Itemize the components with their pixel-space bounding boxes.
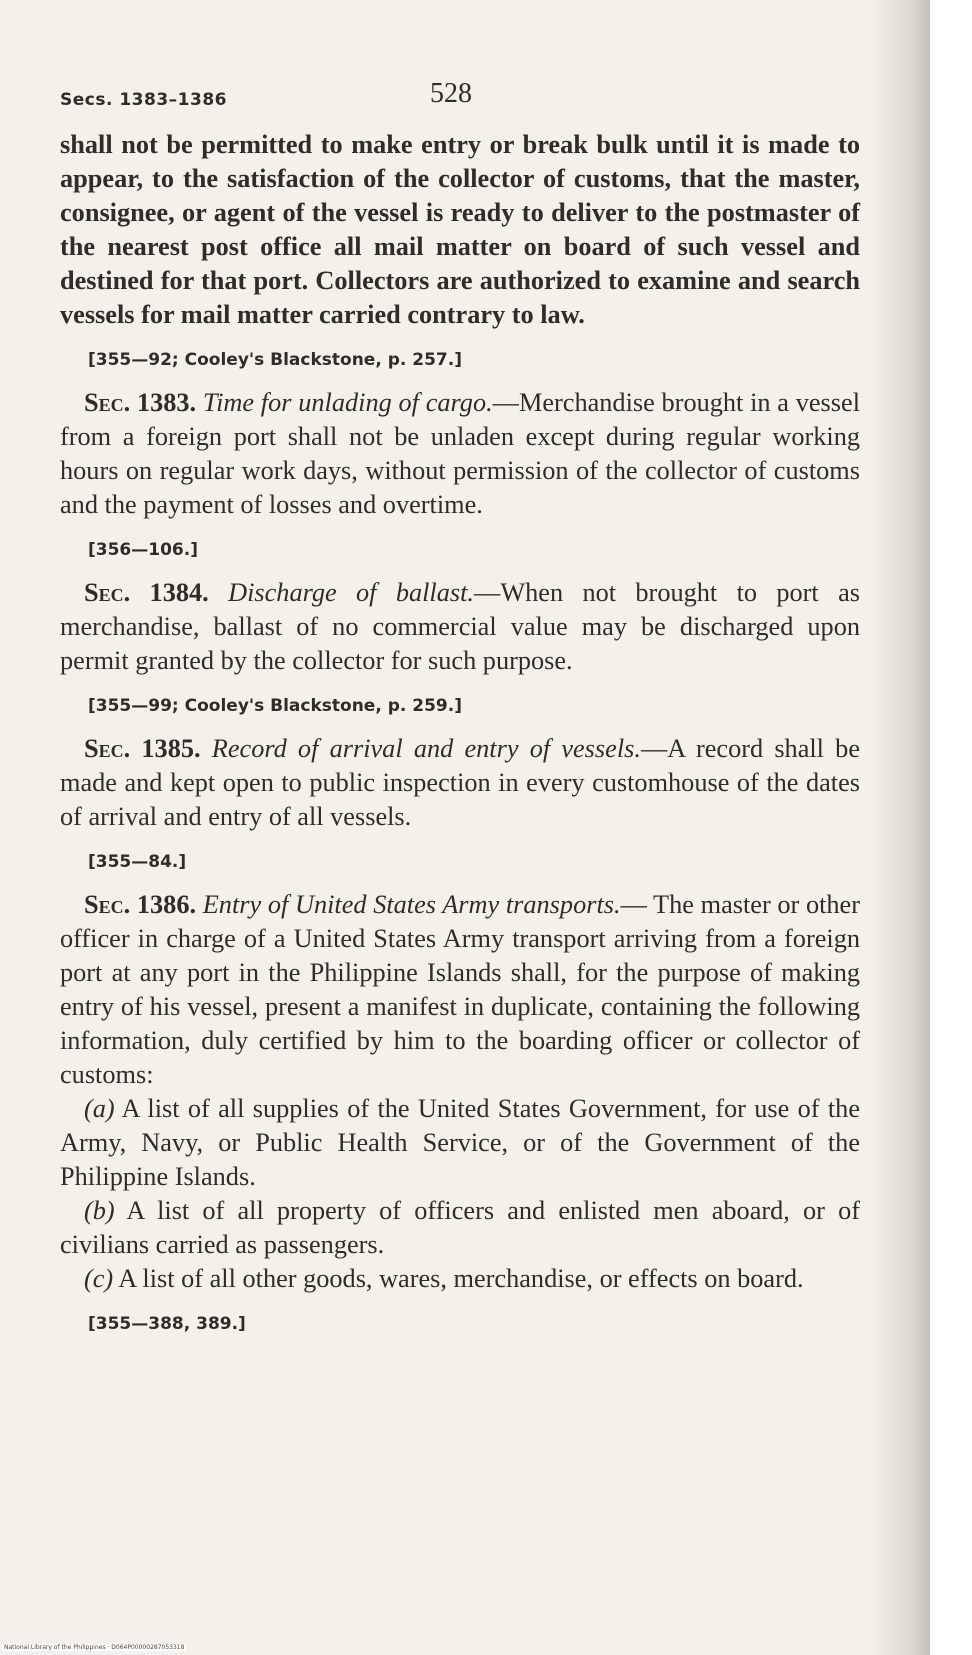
running-head [60, 78, 860, 118]
citation-2: [356—106.] [88, 540, 198, 560]
list-item-a [60, 1092, 860, 1194]
section-title: Discharge of ballast. [228, 578, 475, 607]
item-marker: (a) [84, 1094, 115, 1123]
citation-4: [355—84.] [88, 852, 187, 872]
item-marker: (b) [84, 1196, 115, 1225]
section-1386 [60, 888, 860, 1092]
section-range: Secs. 1383–1386 [60, 90, 227, 110]
list-item-c [60, 1262, 860, 1296]
section-title: Time for unlading of cargo. [202, 388, 493, 417]
citation-5: [355—388, 389.] [88, 1314, 246, 1334]
citation-3: [355—99; Cooley's Blackstone, p. 259.] [88, 696, 462, 716]
list-item-b [60, 1194, 860, 1262]
section-label: Sec. 1386. [84, 890, 197, 919]
section-1383 [60, 386, 860, 522]
section-text: — The master or other officer in charge of a United States Army transport arriving from a foreign port at any port in the Philippine Islands shall, for the purpose of making entry of his vessel, present a manifest in duplicate, containing the following information, duly certified by him to the boarding officer or collector of customs: [60, 890, 860, 1089]
paragraph-intro: shall not be permitted to make entry or break bulk until it is made to appear, to the satisfaction of the collector of customs, that the master, consignee, or agent of the vessel is ready to deliver to the postmaster of the nearest post office all mail matter on board of such vessel and destined for that port. Collectors are authorized to examine and search vessels for mail matter carried contrary to law. [60, 130, 860, 329]
section-1384 [60, 576, 860, 678]
page-edge-shadow [870, 0, 930, 1655]
section-text: —When not brought to port as merchandise, ballast of no commercial value may be discharged upon permit granted by the collector for such purpose. [60, 578, 860, 675]
citation-1: [355—92; Cooley's Blackstone, p. 257.] [88, 350, 462, 370]
page-number: 528 [430, 78, 472, 109]
section-title: Record of arrival and entry of vessels. [211, 734, 641, 763]
scan-footer: National Library of the Philippines · D064P00000287053318 [4, 1644, 185, 1651]
page-content [60, 78, 860, 1350]
section-text: —A record shall be made and kept open to public inspection in every customhouse of the dates of arrival and entry of all vessels. [60, 734, 860, 831]
item-text: A list of all supplies of the United States Government, for use of the Army, Navy, or Public Health Service, or of the Government of the Philippine Islands. [60, 1094, 860, 1191]
section-label: Sec. 1383. [84, 388, 197, 417]
item-marker: (c) [84, 1264, 114, 1293]
section-1385 [60, 732, 860, 834]
section-label: Sec. 1384. [84, 578, 209, 607]
item-text: A list of all other goods, wares, merchandise, or effects on board. [113, 1264, 804, 1293]
item-text: A list of all property of officers and enlisted men aboard, or of civilians carried as passengers. [60, 1196, 860, 1259]
section-text: —Merchandise brought in a vessel from a foreign port shall not be unladen except during regular working hours on regular work days, without permission of the collector of customs and the payment of losses and overtime. [60, 388, 860, 519]
section-label: Sec. 1385. [84, 734, 201, 763]
section-title: Entry of United States Army transports. [202, 890, 621, 919]
